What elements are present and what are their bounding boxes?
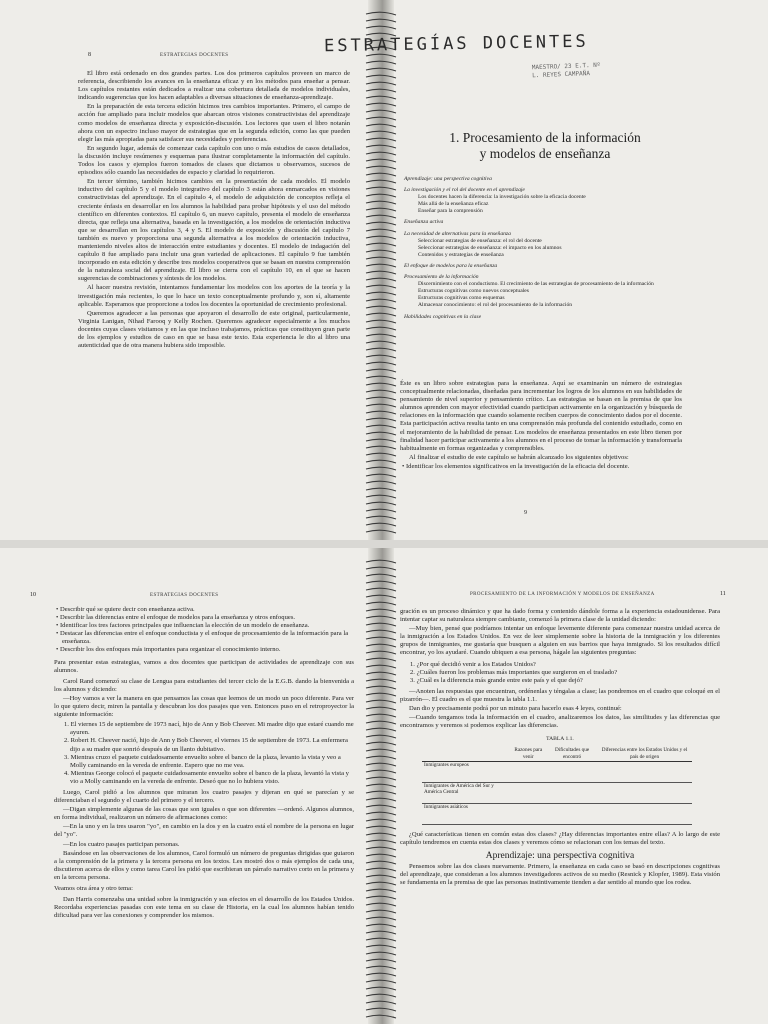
paragraph: —Cuando tengamos toda la información en el cuadro, analizaremos los datos, las similitudes y las diferencias que encontramos y veremos si podemos explicar las diferencias. bbox=[400, 714, 720, 730]
spiral-ring bbox=[366, 61, 396, 64]
spiral-ring bbox=[366, 742, 396, 745]
page-number: 8 bbox=[88, 52, 91, 58]
outline-section: Habilidades cognitivas en la clase bbox=[404, 313, 482, 320]
spiral-ring bbox=[366, 798, 396, 801]
spiral-ring bbox=[366, 117, 396, 120]
spiral-ring bbox=[366, 306, 396, 309]
spiral-ring bbox=[366, 889, 396, 892]
spiral-ring bbox=[366, 630, 396, 633]
stamp-line: MAESTRO/ 23 E.T. Nº bbox=[531, 61, 601, 72]
spiral-ring bbox=[366, 672, 396, 675]
handwritten-title: ESTRATEGÍAS DOCENTES bbox=[323, 31, 589, 57]
table-row-label: Inmigrantes de América del Sur y América Central bbox=[422, 782, 509, 803]
spiral-ring bbox=[366, 236, 396, 239]
page-number: 11 bbox=[720, 591, 726, 597]
paragraph: ¿Qué características tienen en común estas dos clases? ¿Hay diferencias importantes entre ellas? A lo largo de este capítulo tendremos en cuenta estas dos clases y veremos cómo se relacionan con los temas del texto. bbox=[400, 830, 720, 846]
spiral-ring bbox=[366, 644, 396, 647]
spiral-ring bbox=[366, 560, 396, 563]
spiral-ring bbox=[366, 467, 396, 470]
outline-section: La necesidad de alternativas para la enseñanza bbox=[404, 230, 511, 237]
spiral-ring bbox=[366, 208, 396, 211]
objective-item: • Describir las diferencias entre el enfoque de modelos para la enseñanza y otros enfoques. bbox=[56, 614, 296, 622]
spiral-ring bbox=[366, 502, 396, 505]
spiral-ring bbox=[366, 770, 396, 773]
spiral-ring bbox=[366, 292, 396, 295]
spiral-ring bbox=[366, 509, 396, 512]
spiral-ring bbox=[366, 931, 396, 934]
paragraph: Carol Rand comenzó su clase de Lengua para estudiantes del tercer ciclo de la E.G.B. dando la bienvenida a los alumnos y diciendo: bbox=[54, 677, 354, 693]
stamp-line: L. REYES CAMPAÑA bbox=[532, 70, 591, 80]
spiral-ring bbox=[366, 805, 396, 808]
outline-item: Contenidos y estrategias de enseñanza bbox=[418, 251, 504, 258]
spiral-ring bbox=[366, 194, 396, 197]
objective-item: • Identificar los tres factores principales que influencian la elección de un modelo de enseñanza. bbox=[56, 622, 310, 630]
spiral-ring bbox=[366, 110, 396, 113]
spiral-ring bbox=[366, 609, 396, 612]
spiral-ring bbox=[366, 180, 396, 183]
spiral-ring bbox=[366, 26, 396, 29]
spiral-ring bbox=[366, 439, 396, 442]
chapter-intro bbox=[400, 380, 682, 471]
spiral-ring bbox=[366, 124, 396, 127]
table-header-cell: Razones para venir bbox=[509, 746, 547, 761]
paragraph: —En la uno y en la tres usaron "yo", en cambio en la dos y en la cuatro está el nombre de la persona en lugar del "yo". bbox=[54, 823, 354, 839]
spiral-ring bbox=[366, 686, 396, 689]
paragraph: Veamos otra área y otro tema: bbox=[54, 885, 133, 892]
left-page-body bbox=[54, 606, 354, 921]
outline-item: Almacenar conocimiento: el rol del procesamiento de la información bbox=[418, 302, 573, 309]
right-page-body bbox=[400, 608, 720, 888]
outline-item: Estructuras cognitivas como nuevos conceptuales bbox=[418, 288, 529, 295]
spiral-ring bbox=[366, 910, 396, 913]
spiral-ring bbox=[366, 383, 396, 386]
outline-item: Enseñar para la comprensión bbox=[418, 208, 483, 215]
spiral-ring bbox=[366, 651, 396, 654]
table-header-row bbox=[422, 746, 692, 761]
table-cell bbox=[597, 761, 692, 782]
spiral-ring bbox=[366, 700, 396, 703]
spiral-ring bbox=[366, 994, 396, 997]
table-1-1 bbox=[422, 746, 692, 824]
spiral-ring bbox=[366, 243, 396, 246]
spiral-ring bbox=[366, 285, 396, 288]
spiral-ring bbox=[366, 495, 396, 498]
objective-item: • Identificar los elementos significativos en la investigación de la eficacia del docente. bbox=[402, 462, 630, 470]
spiral-ring bbox=[366, 973, 396, 976]
objective-item: • Destacar las diferencias entre el enfoque conductista y el enfoque de procesamiento de la información para la enseñanza. bbox=[56, 630, 349, 646]
spiral-ring bbox=[366, 791, 396, 794]
spiral-ring bbox=[366, 516, 396, 519]
spiral-ring bbox=[366, 152, 396, 155]
spiral-ring bbox=[366, 952, 396, 955]
page-number: 10 bbox=[30, 592, 36, 598]
spiral-ring bbox=[366, 355, 396, 358]
spiral-ring bbox=[366, 826, 396, 829]
question-list bbox=[406, 661, 720, 685]
spiral-ring bbox=[366, 341, 396, 344]
spiral-ring bbox=[366, 187, 396, 190]
spiral-ring bbox=[366, 369, 396, 372]
paragraph: En tercer término, también hicimos cambios en la presentación de cada modelo. El modelo inductivo del capítulo 5 y el modelo integrativo del capítulo 3 están ahora enmarcados en visiones constructivistas del aprendizaje. En el capítulo 4, el modelo de adquisición de conceptos refleja el creciente énfasis en desarrollar en los alumnos la habilidad para probar hipótesis y el uso del método científico en diferentes contextos. El capítulo 6, un nuevo capítulo, presenta el modelo de enseñanza directa, que refleja una alternativa, basada en la investigación, a los modelos de orientación inductiva que se desarrollan en los capítulos 3, 4 y 5. El modelo de exposición y discusión del capítulo 7 también es nuevo y proporciona una segunda alternativa a los modelos de orientación inductiva, manteniendo niveles altos de interacción entre estudiantes y docentes. El modelo de indagación del capítulo 8 fue ampliado para incluir una gran variedad de aplicaciones. El capítulo 9 fue también incorporado en esta edición y describe tres modelos cooperativos que se basan en nuestra comprensión de la naturaleza social del aprendizaje. El libro se cierra con el capítulo 10, en el que se hacen sugerencias de combinaciones y síntesis de los modelos. bbox=[78, 178, 350, 283]
spiral-ring bbox=[366, 446, 396, 449]
spiral-ring bbox=[366, 679, 396, 682]
paragraph: —Muy bien, pensé que podríamos intentar un enfoque levemente diferente para comenzar nuestra unidad acerca de la inmigración a los Estados Unidos. En vez de leer simplemente sobre la historia de la inmigración y los diferentes grupos de inmigrantes, me gustaría que busquen a alguien en sus barrios que haya inmigrado. Si los resultados difícil encontrar, yo los ayudaré. Cuando ubiquen a esa persona, hágale las siguientes preguntas: bbox=[400, 625, 720, 657]
table-cell bbox=[547, 761, 597, 782]
table-cell bbox=[509, 803, 547, 824]
spiral-ring bbox=[366, 481, 396, 484]
spiral-ring bbox=[366, 602, 396, 605]
question-item: 2. ¿Cuáles fueron los problemas más importantes que surgieron en el traslado? bbox=[410, 668, 618, 676]
spiral-ring bbox=[366, 348, 396, 351]
objective-item: • Describir los dos enfoques más importantes para organizar el conocimiento interno. bbox=[56, 646, 281, 654]
spiral-ring bbox=[366, 530, 396, 533]
page-number: 9 bbox=[524, 510, 527, 516]
objectives-lead: Al finalizar el estudio de este capítulo se habrán alcanzado los siguientes objetivos: bbox=[409, 453, 629, 461]
spiral-ring bbox=[366, 665, 396, 668]
spiral-ring bbox=[366, 138, 396, 141]
paragraph: En la preparación de esta tercera edición hicimos tres cambios importantes. Primero, el campo de acción fue ampliado para incluir modelos que abarcan otros visiones constructivistas del aprendizaje como modelos de enseñanza directa y exposición-discusión. Los lectores que usen el libro notarán ahora con un espectro incluso mayor de estrategias que en la segunda edición, como las que pueden elegir las más apropiadas para satisfacer sus necesidades y preferencias. bbox=[78, 103, 350, 143]
spiral-ring bbox=[366, 777, 396, 780]
spiral-ring bbox=[366, 173, 396, 176]
spiral-ring bbox=[366, 854, 396, 857]
chapter-outline bbox=[404, 172, 674, 321]
paragraph: —Hoy vamos a ver la manera en que pensamos las cosas que leemos de un modo un poco diferente. Para ver lo que quiero decir, miren la pantalla y descubran los dos pasajes que ven. Entonces puso en el retroproyector la siguiente información: bbox=[54, 694, 354, 719]
paragraph: Pensemos sobre las dos clases nuevamente. Primero, la enseñanza en cada caso se basó en descripciones cognitivas del aprendizaje, que consideran a los alumnos investigadores activos de su medio (Resnick y Klopfer, 1989). Esta visión se fundamenta en la premisa de que las personas instintivamente tienden a dar sentido al mundo que los rodea. bbox=[400, 863, 720, 887]
table-header-cell: Dificultades que encontró bbox=[547, 746, 597, 761]
spiral-ring bbox=[366, 693, 396, 696]
spiral-ring bbox=[366, 945, 396, 948]
spiral-ring bbox=[366, 432, 396, 435]
spiral-ring bbox=[366, 714, 396, 717]
table-cell bbox=[547, 803, 597, 824]
spiral-ring bbox=[366, 299, 396, 302]
bottom-spread bbox=[0, 548, 768, 1024]
spiral-ring bbox=[366, 735, 396, 738]
spiral-ring bbox=[366, 1001, 396, 1004]
spiral-ring bbox=[366, 959, 396, 962]
spiral-ring bbox=[366, 637, 396, 640]
spiral-ring bbox=[366, 812, 396, 815]
spiral-ring bbox=[366, 425, 396, 428]
spiral-ring bbox=[366, 145, 396, 148]
paragraph: —En los cuatro pasajes participan personas. bbox=[63, 840, 180, 848]
spiral-ring bbox=[366, 404, 396, 407]
spiral-ring bbox=[366, 278, 396, 281]
numbered-passage: 3. Mientras cruzo el paquete cuidadosamente envuelto sobre el banco de la plaza, levanto la vista y veo a Molly caminando en la vereda de enfrente. Espero que no me vea. bbox=[64, 753, 341, 769]
outline-section: Procesamiento de la información bbox=[404, 274, 479, 281]
spiral-ring bbox=[366, 875, 396, 878]
paragraph: —Digan simplemente algunas de las cosas que son iguales o que son diferentes —ordenó. Algunos alumnos, en forma individual, realizaron un número de afirmaciones como: bbox=[54, 806, 354, 822]
spiral-ring bbox=[366, 68, 396, 71]
spiral-ring bbox=[366, 861, 396, 864]
numbered-passage: 1. El viernes 15 de septiembre de 1973 nací, hijo de Ann y Bob Cheever. Mi madre dijo que estaré cuando me ayuren. bbox=[64, 721, 354, 737]
spiral-ring bbox=[366, 75, 396, 78]
paragraph: —Anoten las respuestas que encuentran, ordénenlas y téngalas a clase; las pondremos en el cuadro que coloqué en el pizarrón—. El cuadro es el que muestra la tabla 1.1. bbox=[400, 687, 720, 703]
spiral-ring bbox=[366, 313, 396, 316]
left-page-body bbox=[78, 70, 350, 351]
spiral-ring bbox=[366, 1008, 396, 1011]
spiral-ring bbox=[366, 229, 396, 232]
paragraph: Al hacer nuestra revisión, intentamos fundamentar los modelos con los aportes de la teoría y la investigación más recientes, lo que lo hace un texto conceptualmente profundo y, son sí, altamente aplicable. Esperamos que proporcione a todos los docentes la oportunidad de crecimiento profesional. bbox=[78, 284, 350, 308]
spiral-ring bbox=[366, 987, 396, 990]
table-cell bbox=[597, 782, 692, 803]
paragraph: Dan Harris comenzaba una unidad sobre la inmigración y sus efectos en el desarrollo de los Estados Unidos. Recordaba experiencias pasadas con este tema en su clase de Historia, en la cual los alumnos habían tenido dificultad para ver las conexiones y comprender los mismos. bbox=[54, 896, 354, 920]
spiral-ring bbox=[366, 833, 396, 836]
spiral-ring bbox=[366, 271, 396, 274]
spiral-ring bbox=[366, 12, 396, 15]
spiral-ring bbox=[366, 103, 396, 106]
intro-paragraph: Éste es un libro sobre estrategias para la enseñanza. Aquí se examinarán un número de estrategias conceptualmente relacionadas, diseñadas para incrementar los logros de los alumnos en sus habilidades de pensamiento de nivel superior y pensamiento crítico. Las estrategias se basan en la premisa de que los alumnos aprenden con mayor efectividad cuando participan activamente en la organización y búsqueda de relaciones en la información que cuando solamente reciben cuerpos de conocimiento dados por el docente. Esta participación activa resulta tanto en una comprensión más profunda del contenido estudiado, como en el mejoramiento de la habilidad de pensar. Los modelos de enseñanza presentados en este libro tienen por finalidad hacer participar activamente a los alumnos en el proceso de tomar la información y transformarla habitualmente en formas organizadas y comprensibles. bbox=[400, 380, 682, 452]
numbered-passages bbox=[60, 721, 354, 786]
spiral-ring bbox=[366, 763, 396, 766]
section-heading: Aprendizaje: una perspectiva cognitiva bbox=[485, 851, 635, 861]
table-cell bbox=[509, 761, 547, 782]
spiral-ring bbox=[366, 728, 396, 731]
outline-item: Estructuras cognitivas como esquemas bbox=[418, 295, 505, 302]
spiral-ring bbox=[366, 418, 396, 421]
chapter-title-line: 1. Procesamiento de la información bbox=[449, 130, 641, 145]
spiral-ring bbox=[366, 658, 396, 661]
paragraph: Luego, Carol pidió a los alumnos que miraran los cuatro pasajes y dijeran en qué se parecían y se diferenciaban el segundo y el cuarto del primero y el tercero. bbox=[54, 788, 354, 805]
spiral-ring bbox=[366, 707, 396, 710]
spiral-ring bbox=[366, 453, 396, 456]
spiral-ring bbox=[366, 567, 396, 570]
stamp bbox=[532, 62, 601, 80]
table-cell bbox=[547, 782, 597, 803]
chapter-title bbox=[415, 130, 675, 162]
outline-item: Más allá de la enseñanza eficaz bbox=[418, 201, 489, 208]
spiral-ring bbox=[366, 623, 396, 626]
table-header-cell: Diferencias entre los Estados Unidos y el país de origen bbox=[597, 746, 692, 761]
question-item: 1. ¿Por qué decidió venir a los Estados Unidos? bbox=[410, 660, 536, 668]
spiral-ring bbox=[366, 327, 396, 330]
paragraph: Dan dio y precisamente podrá por un minuto para hacerlo esas 4 leyes, continué: bbox=[409, 705, 622, 713]
spiral-ring bbox=[366, 616, 396, 619]
table-row-label: Inmigrantes europeos bbox=[422, 761, 509, 782]
paragraph: gración es un proceso dinámico y que ha dado forma y contenido dándole forma a la experiencia estadounidense. Para intentar captar su naturaleza siempre cambiante, comenzó la primera clase de la unidad diciendo: bbox=[400, 608, 720, 624]
objective-item: • Describir qué se quiere decir con enseñanza activa. bbox=[56, 606, 195, 613]
numbered-passage: 2. Robert H. Cheever nació, hijo de Ann y Bob Cheever, el viernes 15 de septiembre de 1973. La enfermera dijo a su madre que sonrió después de un llanto dubitativo. bbox=[64, 737, 348, 753]
running-head: ESTRATEGIAS DOCENTES bbox=[160, 53, 229, 58]
spiral-ring bbox=[366, 201, 396, 204]
spiral-ring bbox=[366, 397, 396, 400]
table-caption: TABLA 1.1. bbox=[546, 736, 574, 743]
spiral-ring bbox=[366, 166, 396, 169]
paragraph: En segundo lugar, además de comenzar cada capítulo con uno o más estudios de casos detallados, la discusión incluye resúmenes y esquemas para ilustrar completamente la información del capítulo. Todos los casos y ejemplos fueron tomados de clases que dictamos u observamos, sucesos de episodios sólo cuando las necesidades de espacio y claridad lo requirieron. bbox=[78, 144, 350, 177]
numbered-passage: 4. Mientras George colocó el paquete cuidadosamente envuelto sobre el banco de la plaza, levantó la vista y vio a Molly caminando en la vereda de enfrente. Deseó que no lo hubiera visto. bbox=[64, 769, 349, 785]
spiral-ring bbox=[366, 840, 396, 843]
spiral-ring bbox=[366, 460, 396, 463]
spiral-ring bbox=[366, 264, 396, 267]
spiral-ring bbox=[366, 19, 396, 22]
table-header-cell bbox=[422, 746, 509, 761]
spiral-ring bbox=[366, 159, 396, 162]
spiral-ring bbox=[366, 320, 396, 323]
paragraph: Para presentar estas estrategias, vamos a dos docentes que participan de actividades de aprendizaje con sus alumnos. bbox=[54, 658, 354, 674]
outline-section: La investigación y el rol del docente en el aprendizaje bbox=[404, 187, 525, 194]
table-row bbox=[422, 761, 692, 782]
spiral-ring bbox=[366, 847, 396, 850]
spiral-ring bbox=[366, 1015, 396, 1018]
spiral-ring bbox=[366, 89, 396, 92]
table-cell bbox=[509, 782, 547, 803]
spiral-ring bbox=[366, 215, 396, 218]
outline-section: Enseñanza activa bbox=[404, 219, 444, 226]
spiral-ring bbox=[366, 868, 396, 871]
spiral-ring bbox=[366, 882, 396, 885]
spiral-ring bbox=[366, 474, 396, 477]
spiral-ring bbox=[366, 784, 396, 787]
spiral-ring bbox=[366, 257, 396, 260]
spiral-ring bbox=[366, 222, 396, 225]
outline-item: Seleccionar estrategias de enseñanza: el rol del docente bbox=[418, 237, 542, 244]
paragraph: El libro está ordenado en dos grandes partes. Los dos primeros capítulos proveen un marco de referencia, describiendo los avances en la enseñanza eficaz y en los métodos para enseñar a pensar. Los capítulos restantes están dedicados a realizar una cobertura detallada de modelos individuales, indicando sugerencias que los hacen adaptables a diversas situaciones de enseñanza-aprendizaje. bbox=[78, 70, 350, 102]
outline-section: El enfoque de modelos para la enseñanza bbox=[404, 262, 498, 269]
paragraph: Basándose en las observaciones de los alumnos, Carol formuló un número de preguntas dirigidas que guiaron a la comprensión de la primera y la tercera persona en los textos. Les mostró dos o más ejemplos de cada una, discutieron acerca de ellos y como tarea Carol les pidió que escribieran un párrafo narrativo corto en la primera y en la tercera persona. bbox=[54, 849, 354, 881]
spiral-ring bbox=[366, 82, 396, 85]
question-item: 3. ¿Cuál es la diferencia más grande entre este país y el que dejó? bbox=[410, 676, 583, 684]
spiral-ring bbox=[366, 917, 396, 920]
table-row-label: Inmigrantes asiáticos bbox=[422, 803, 509, 824]
spiral-ring bbox=[366, 250, 396, 253]
running-head: ESTRATEGIAS DOCENTES bbox=[150, 593, 219, 598]
spiral-ring bbox=[366, 749, 396, 752]
paragraph: Queremos agradecer a las personas que apoyaron el desarrollo de este original, particularmente, Virginia Lanigan, Nihad Farooq y Kelly Rochen. Queremos agradecer especialmente a los muchos docentes cuyas clases visitamos y en las que incluso trabajamos, prácticas que constituyen gran parte de los ejemplos y estudios de caso en que se basa este texto. Esta experiencia le dio al libro una autenticidad que de otra manera hubiera sido imposible. bbox=[78, 309, 350, 350]
spiral-ring bbox=[366, 523, 396, 526]
spiral-ring bbox=[366, 411, 396, 414]
spiral-ring bbox=[366, 903, 396, 906]
spiral-ring bbox=[366, 488, 396, 491]
spiral-ring bbox=[366, 924, 396, 927]
spiral-ring bbox=[366, 96, 396, 99]
table-cell bbox=[597, 803, 692, 824]
spiral-ring bbox=[366, 819, 396, 822]
outline-section: Aprendizaje: una perspectiva cognitiva bbox=[404, 176, 492, 182]
running-head: PROCESAMIENTO DE LA INFORMACIÓN Y MODELOS DE ENSEÑANZA bbox=[470, 592, 655, 597]
spiral-ring bbox=[366, 756, 396, 759]
spiral-ring bbox=[366, 581, 396, 584]
spiral-ring bbox=[366, 390, 396, 393]
spiral-ring bbox=[366, 896, 396, 899]
spiral-ring bbox=[366, 376, 396, 379]
spiral-ring bbox=[366, 362, 396, 365]
spiral-ring bbox=[366, 574, 396, 577]
outline-item: Seleccionar estrategias de enseñanza: el impacto en los alumnos bbox=[418, 244, 562, 251]
spiral-ring bbox=[366, 595, 396, 598]
outline-item: Discernimiento con el conductismo. El crecimiento de las estrategias de procesamiento de la información bbox=[418, 281, 654, 288]
objectives-list bbox=[54, 606, 354, 655]
table-row bbox=[422, 803, 692, 824]
spiral-ring bbox=[366, 966, 396, 969]
spiral-ring bbox=[366, 588, 396, 591]
chapter-title-line: y modelos de enseñanza bbox=[479, 146, 611, 161]
outline-item: Los docentes hacen la diferencia: la investigación sobre la eficacia docente bbox=[418, 194, 586, 201]
table-row bbox=[422, 782, 692, 803]
spiral-ring bbox=[366, 980, 396, 983]
spiral-ring bbox=[366, 938, 396, 941]
spiral-ring bbox=[366, 131, 396, 134]
spiral-ring bbox=[366, 721, 396, 724]
spiral-ring bbox=[366, 334, 396, 337]
